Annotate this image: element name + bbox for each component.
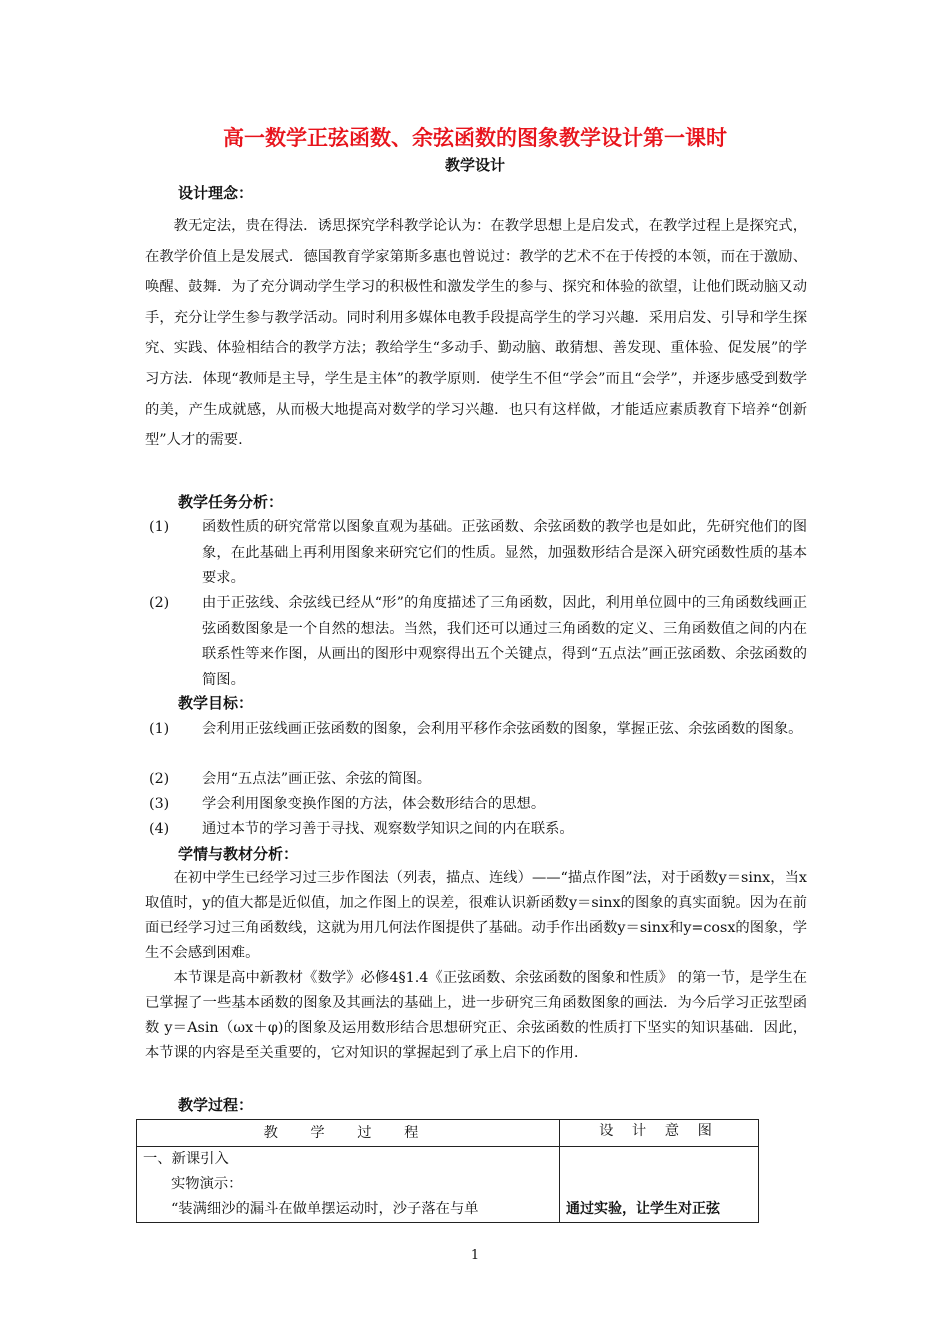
process-cell — [137, 1147, 560, 1223]
row-demo-text: “装满细沙的漏斗在做单摆运动时，沙子落在与单 — [171, 1201, 479, 1217]
process-table — [136, 1119, 759, 1223]
goal-item-1 — [145, 717, 807, 743]
task-item-2-text: 由于正弦线、余弦线已经从“形”的角度描述了三角函数，因此，利用单位圆中的三角函数线画正弦函数图象是一个自然的想法。当然，我们还可以通过三角函数的定义、三角函数值之间的内在联系性等来作图，从画出的图形中观察得出五个关键点，得到“五点法”画正弦函数、余弦函数的简图。 — [202, 595, 807, 688]
column-header-process: 教 学 过 程 — [137, 1120, 560, 1147]
goal-item-3 — [145, 792, 807, 818]
document-subtitle: 教学设计 — [444, 156, 505, 174]
document-title: 高一数学正弦函数、余弦函数的图象教学设计第一课时 — [223, 126, 727, 150]
heading-teaching-process: 教学过程： — [178, 1096, 254, 1114]
heading-teaching-goals: 教学目标： — [178, 694, 254, 712]
task-item-2 — [145, 591, 807, 693]
goal-item-2-text: 会用“五点法”画正弦、余弦的简图。 — [202, 771, 432, 787]
task-item-1 — [145, 515, 807, 592]
analysis-paragraph-1: 在初中学生已经学习过三步作图法（列表，描点、连线）——“描点作图”法，对于函数y＝sinx，当x取值时，y的值大都是近似值，加之作图上的误差，很难认识新函数y＝sinx的图象的真实面貌。因为在前面已经学习过三角函数线，这就为用几何法作图提供了基础。动手作出函数y＝sinx和y=cosx的图象，学生不会感到困难。 — [145, 870, 807, 961]
goal-item-3-number: (3) — [149, 796, 170, 812]
concept-paragraph: 教无定法，贵在得法．诱思探究学科教学论认为：在教学思想上是启发式，在教学过程上是探究式，在教学价值上是发展式．德国教育学家第斯多惠也曾说过：教学的艺术不在于传授的本领，而在于激励、唤醒、鼓舞．为了充分调动学生学习的积极性和激发学生的参与、探究和体验的欲望，让他们既动脑又动手，充分让学生参与教学活动。同时利用多媒体电教手段提高学生的学习兴趣．采用启发、引导和学生探究、实践、体验相结合的教学方法；教给学生“多动手、勤动脑、敢猜想、善发现、重体验、促发展”的学习方法．体现“教师是主导，学生是主体”的教学原则．使学生不但“学会”而且“会学”，并逐步感受到数学的美，产生成就感，从而极大地提高对数学的学习兴趣．也只有这样做，才能适应素质教育下培养“创新型”人才的需要. — [145, 218, 807, 449]
analysis-paragraph-2: 本节课是高中新教材《数学》必修4§1.4《正弦函数、余弦函数的图象和性质》 的第一节，是学生在已掌握了一些基本函数的图象及其画法的基础上，进一步研究三角函数图象的画法．为今后学习正弦型函数 y＝Asin（ωx＋φ)的图象及运用数形结合思想研究正、余弦函数的性质打下坚实的知识基础．因此，本节课的内容是至关重要的，它对知识的掌握起到了承上启下的作用. — [145, 970, 807, 1061]
goal-item-3-text: 学会利用图象变换作图的方法，体会数形结合的思想。 — [202, 796, 546, 812]
process-table-row — [137, 1147, 759, 1223]
heading-concept: 设计理念： — [178, 184, 254, 202]
column-header-design: 设 计 意 图 — [560, 1120, 759, 1147]
goal-item-4-number: (4) — [149, 821, 170, 837]
design-intent-cell: 通过实验，让学生对正弦 — [560, 1147, 759, 1223]
task-item-1-text: 函数性质的研究常常以图象直观为基础。正弦函数、余弦函数的教学也是如此，先研究他们的图象，在此基础上再利用图象来研究它们的性质。显然，加强数形结合是深入研究函数性质的基本要求。 — [202, 519, 807, 586]
task-item-1-number: (1) — [149, 519, 170, 535]
goal-item-1-text: 会利用正弦线画正弦函数的图象，会利用平移作余弦函数的图象，掌握正弦、余弦函数的图象。 — [202, 721, 803, 737]
task-item-2-number: (2) — [149, 595, 170, 611]
heading-student-analysis: 学情与教材分析： — [178, 845, 299, 863]
goal-item-4 — [145, 817, 807, 843]
goal-item-2-number: (2) — [149, 771, 170, 787]
page-number: 1 — [470, 1248, 480, 1263]
goal-item-4-text: 通过本节的学习善于寻找、观察数学知识之间的内在联系。 — [202, 821, 574, 837]
row-new-lesson-intro: 一、新课引入 — [143, 1151, 229, 1167]
heading-task-analysis: 教学任务分析： — [178, 493, 284, 511]
goal-item-2 — [145, 767, 807, 793]
goal-item-1-number: (1) — [149, 721, 170, 737]
row-demo-label: 实物演示： — [171, 1176, 243, 1192]
process-table-header — [137, 1120, 759, 1147]
